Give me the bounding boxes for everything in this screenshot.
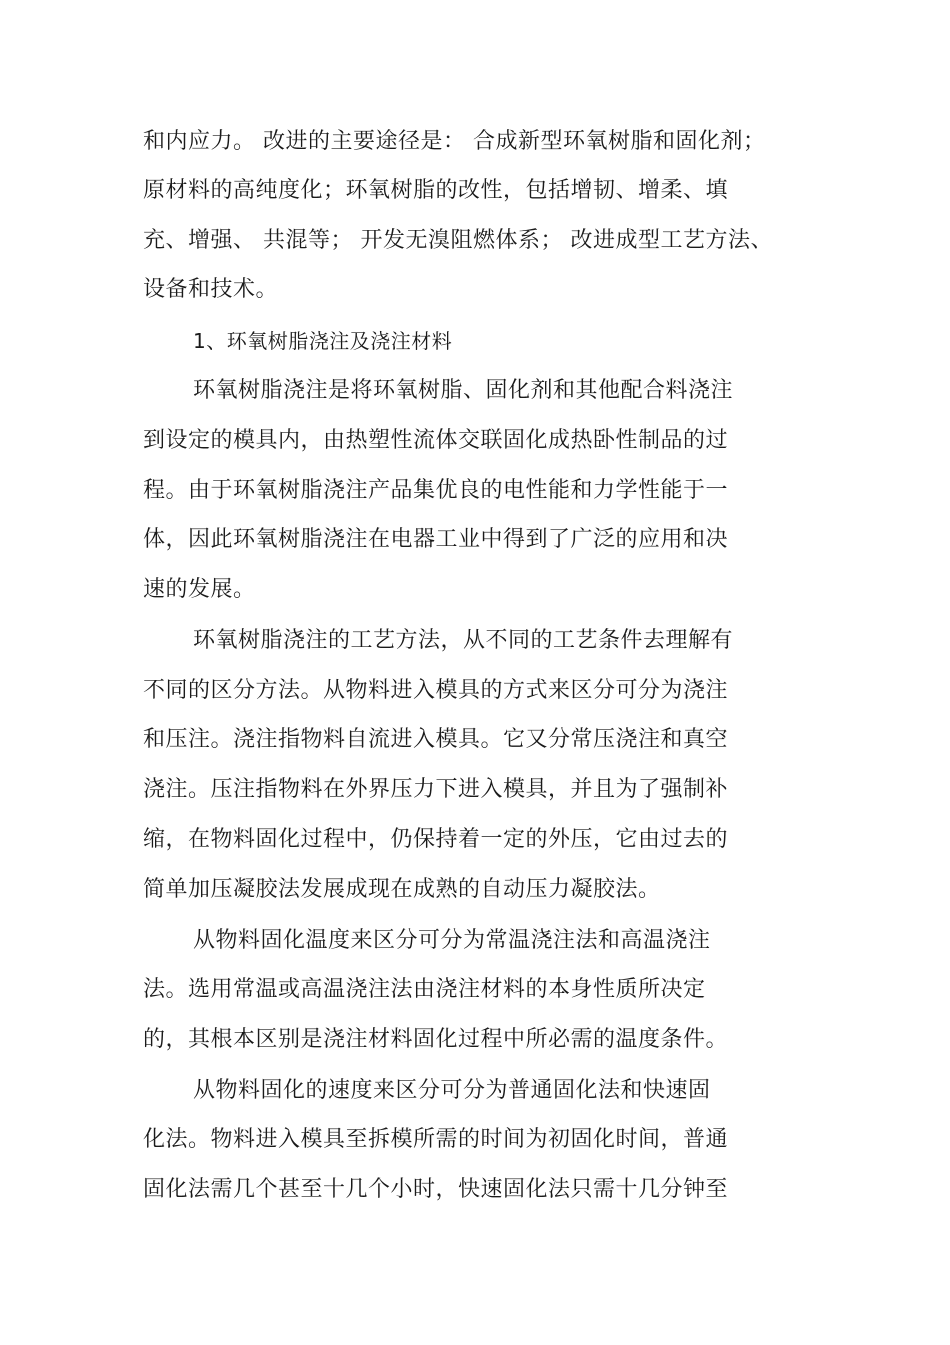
paragraph-line: 化法。物料进入模具至拆模所需的时间为初固化时间，普通 [143,1127,729,1152]
paragraph-line: 法。选用常温或高温浇注法由浇注材料的本身性质所决定 [143,977,706,1002]
paragraph-line: 设备和技术。 [143,277,279,302]
paragraph-line: 程。由于环氧树脂浇注产品集优良的电性能和力学性能于一 [143,478,729,503]
paragraph-line: 原材料的高纯度化；环氧树脂的改性，包括增韧、增柔、填 [143,178,729,203]
paragraph-line: 充、增强、 共混等； 开发无溴阻燃体系； 改进成型工艺方法、 [143,228,773,253]
paragraph-line: 体，因此环氧树脂浇注在电器工业中得到了广泛的应用和决 [143,527,729,552]
paragraph-line: 和压注。浇注指物料自流进入模具。它又分常压浇注和真空 [143,727,729,752]
paragraph-line: 的，其根本区别是浇注材料固化过程中所必需的温度条件。 [143,1027,729,1052]
paragraph-line: 环氧树脂浇注是将环氧树脂、固化剂和其他配合料浇注 [193,378,734,403]
paragraph-line: 缩，在物料固化过程中，仍保持着一定的外压，它由过去的 [143,827,729,852]
section-heading: 1、环氧树脂浇注及浇注材料 [193,329,453,353]
paragraph-line: 速的发展。 [143,577,256,602]
paragraph-line: 到设定的模具内，由热塑性流体交联固化成热卧性制品的过 [143,428,729,453]
paragraph-line: 不同的区分方法。从物料进入模具的方式来区分可分为浇注 [143,678,729,703]
paragraph-line: 环氧树脂浇注的工艺方法，从不同的工艺条件去理解有 [193,628,734,653]
paragraph-line: 从物料固化的速度来区分可分为普通固化法和快速固 [193,1078,711,1103]
paragraph-line: 固化法需几个甚至十几个小时，快速固化法只需十几分钟至 [143,1177,729,1202]
paragraph-line: 简单加压凝胶法发展成现在成熟的自动压力凝胶法。 [143,877,661,902]
paragraph-line: 浇注。压注指物料在外界压力下进入模具，并且为了强制补 [143,777,729,802]
paragraph-line: 和内应力。 改进的主要途径是： 合成新型环氧树脂和固化剂； [143,129,766,154]
paragraph-line: 从物料固化温度来区分可分为常温浇注法和高温浇注 [193,928,711,953]
